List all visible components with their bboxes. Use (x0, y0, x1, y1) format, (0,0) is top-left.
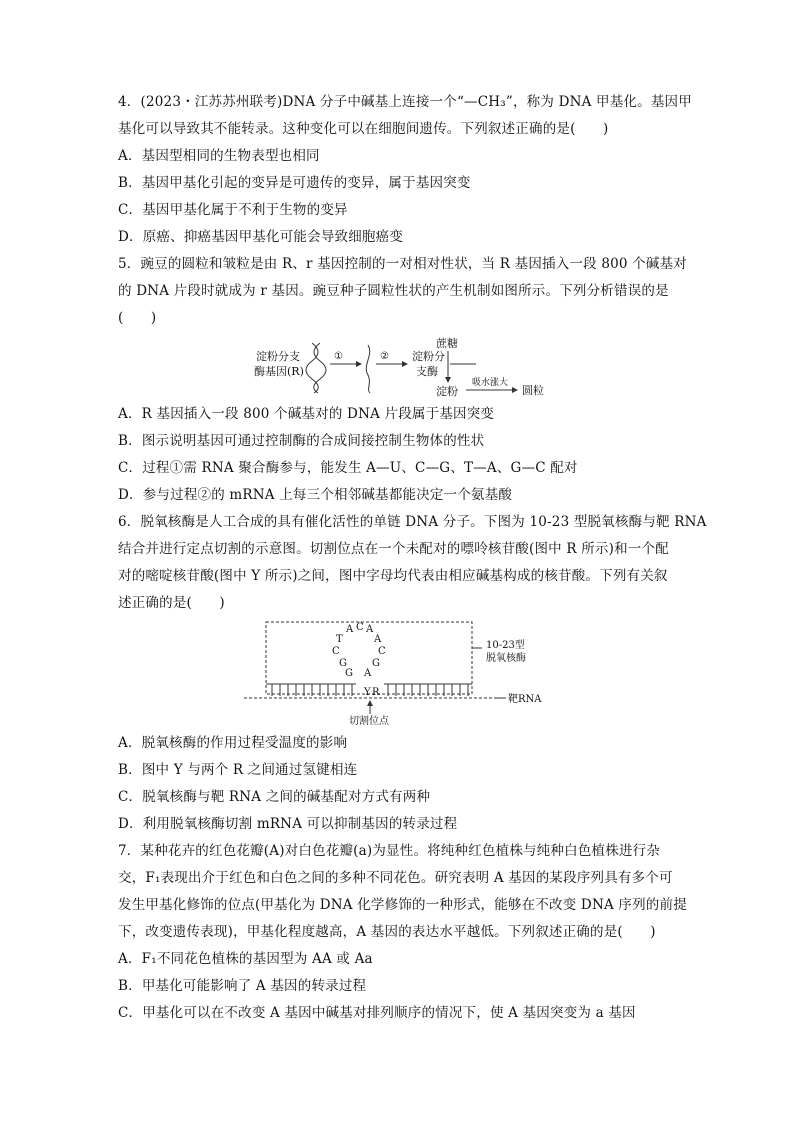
q5-figure (250, 335, 550, 397)
loop-nucleotide: T (336, 634, 343, 645)
mrna-strand-icon (366, 345, 370, 393)
q6-label-cut: 切割位点 (349, 716, 389, 726)
q6-figure (236, 618, 556, 726)
q6-option-c: C．脱氧核酶与靶 RNA 之间的碱基配对方式有两种 (118, 789, 431, 805)
q6-label-enzyme-1: 10-23型 (486, 640, 525, 651)
q5-option-b: B．图示说明基因可通过控制酶的合成间接控制生物体的性状 (118, 433, 485, 449)
loop-nucleotide: A (366, 624, 374, 635)
q5-gene-label-1: 淀粉分支 (256, 350, 300, 363)
q5-arrow-2-head (402, 361, 408, 367)
loop-nucleotide: C (378, 646, 386, 657)
loop-nucleotide: A (364, 668, 372, 679)
q5-round-label: 圆粒 (522, 384, 544, 397)
q5-arrow-5-head (512, 387, 518, 393)
catalytic-loop (332, 622, 386, 698)
q7-option-a: A．F₁不同花色植株的基因型为 AA 或 Aa (118, 951, 373, 967)
cleavage-site-nucleotide: Y (364, 687, 371, 698)
q6-option-a: A．脱氧核酶的作用过程受温度的影响 (118, 735, 348, 751)
q7-stem-line1: 7．某种花卉的红色花瓣(A)对白色花瓣(a)为显性。将纯种红色植株与纯种白色植株进行杂 (118, 843, 661, 859)
q4-option-b: B．基因甲基化引起的变异是可遗传的变异，属于基因突变 (118, 175, 471, 191)
q6-stem-line2: 结合并进行定点切割的示意图。切割位点在一个未配对的嘌呤核苷酸(图中 R 所示)和一个配 (118, 541, 669, 557)
q7-option-b: B．甲基化可能影响了 A 基因的转录过程 (118, 978, 367, 994)
loop-nucleotide: G (345, 668, 353, 679)
q5-enzyme-label-1: 淀粉分 (412, 350, 445, 363)
q5-stem-line2: 的 DNA 片段时就成为 r 基因。豌豆种子圆粒性状的产生机制如图所示。下列分析错误的是 (118, 283, 669, 299)
q4-stem-line1: 4．(2023・江苏苏州联考)DNA 分子中碱基上连接一个“—CH₃”，称为 DNA 甲基化。基因甲 (118, 94, 692, 110)
q7-option-c: C．甲基化可以在不改变 A 基因中碱基对排列顺序的情况下，使 A 基因突变为 a 基因 (118, 1005, 636, 1021)
q4-stem-line2: 基化可以导致其不能转录。这种变化可以在细胞间遗传。下列叙述正确的是( ) (118, 121, 609, 137)
q5-stem-line1: 5．豌豆的圆粒和皱粒是由 R、r 基因控制的一对相对性状，当 R 基因插入一段 800 个碱基对 (118, 256, 687, 272)
loop-nucleotide: C (332, 646, 340, 657)
q4-option-a: A．基因型相同的生物表型也相同 (118, 148, 320, 164)
q5-arrow-4-head (445, 377, 451, 383)
loop-nucleotide: G (339, 658, 347, 669)
q5-step1-label: ① (334, 351, 343, 362)
q5-sucrose-label: 蔗糖 (436, 337, 458, 350)
q7-stem-line2: 交，F₁表现出介于红色和白色之间的多种不同花色。研究表明 A 基因的某段序列具有多个可 (118, 870, 673, 886)
cut-arrow-head (367, 700, 373, 706)
q6-label-enzyme-2: 脱氧核酶 (486, 653, 526, 664)
q5-arrow-1-head (356, 361, 362, 367)
q5-step2-label: ② (380, 351, 389, 362)
q5-option-d: D．参与过程②的 mRNA 上每三个相邻碱基都能决定一个氨基酸 (118, 487, 513, 503)
q6-stem-line1: 6．脱氧核酶是人工合成的具有催化活性的单链 DNA 分子。下图为 10-23 型脱氧核酶与靶 RNA (118, 514, 707, 530)
q6-option-b: B．图中 Y 与两个 R 之间通过氢键相连 (118, 762, 358, 778)
q5-enzyme-label-2: 支酶 (416, 365, 438, 378)
q6-stem-line4: 述正确的是( ) (118, 595, 225, 611)
q5-stem-line3: ( ) (118, 310, 157, 326)
q4-option-d: D．原癌、抑癌基因甲基化可能会导致细胞癌变 (118, 229, 404, 245)
loop-nucleotide: A (346, 624, 354, 635)
loop-nucleotide: A (374, 634, 382, 645)
loop-nucleotide: C (356, 622, 364, 633)
q6-label-target: 靶RNA (508, 694, 542, 705)
q7-stem-line3: 发生甲基化修饰的位点(甲基化为 DNA 化学修饰的一种形式，能够在不改变 DNA 序列的前提 (118, 897, 687, 913)
q5-gene-label-2: 酶基因(R) (254, 365, 304, 378)
q6-stem-line3: 对的嘧啶核苷酸(图中 Y 所示)之间，图中字母均代表由相应碱基构成的核苷酸。下列有关叙 (118, 568, 668, 584)
loop-nucleotide: G (372, 658, 380, 669)
q7-stem-line4: 下，改变遗传表现)，甲基化程度越高，A 基因的表达水平越低。下列叙述正确的是( ) (118, 924, 656, 940)
q5-absorb-label: 吸水涨大 (472, 378, 509, 388)
dna-helix-icon (306, 343, 326, 393)
q5-option-a: A．R 基因插入一段 800 个碱基对的 DNA 片段属于基因突变 (118, 406, 495, 422)
q6-option-d: D．利用脱氧核酶切割 mRNA 可以抑制基因的转录过程 (118, 816, 458, 832)
q5-starch-label: 淀粉 (436, 385, 458, 397)
cleavage-site-nucleotide: R (372, 687, 380, 698)
q4-option-c: C．基因甲基化属于不利于生物的变异 (118, 202, 348, 218)
q5-option-c: C．过程①需 RNA 聚合酶参与，能发生 A—U、C—G、T—A、G—C 配对 (118, 460, 578, 476)
